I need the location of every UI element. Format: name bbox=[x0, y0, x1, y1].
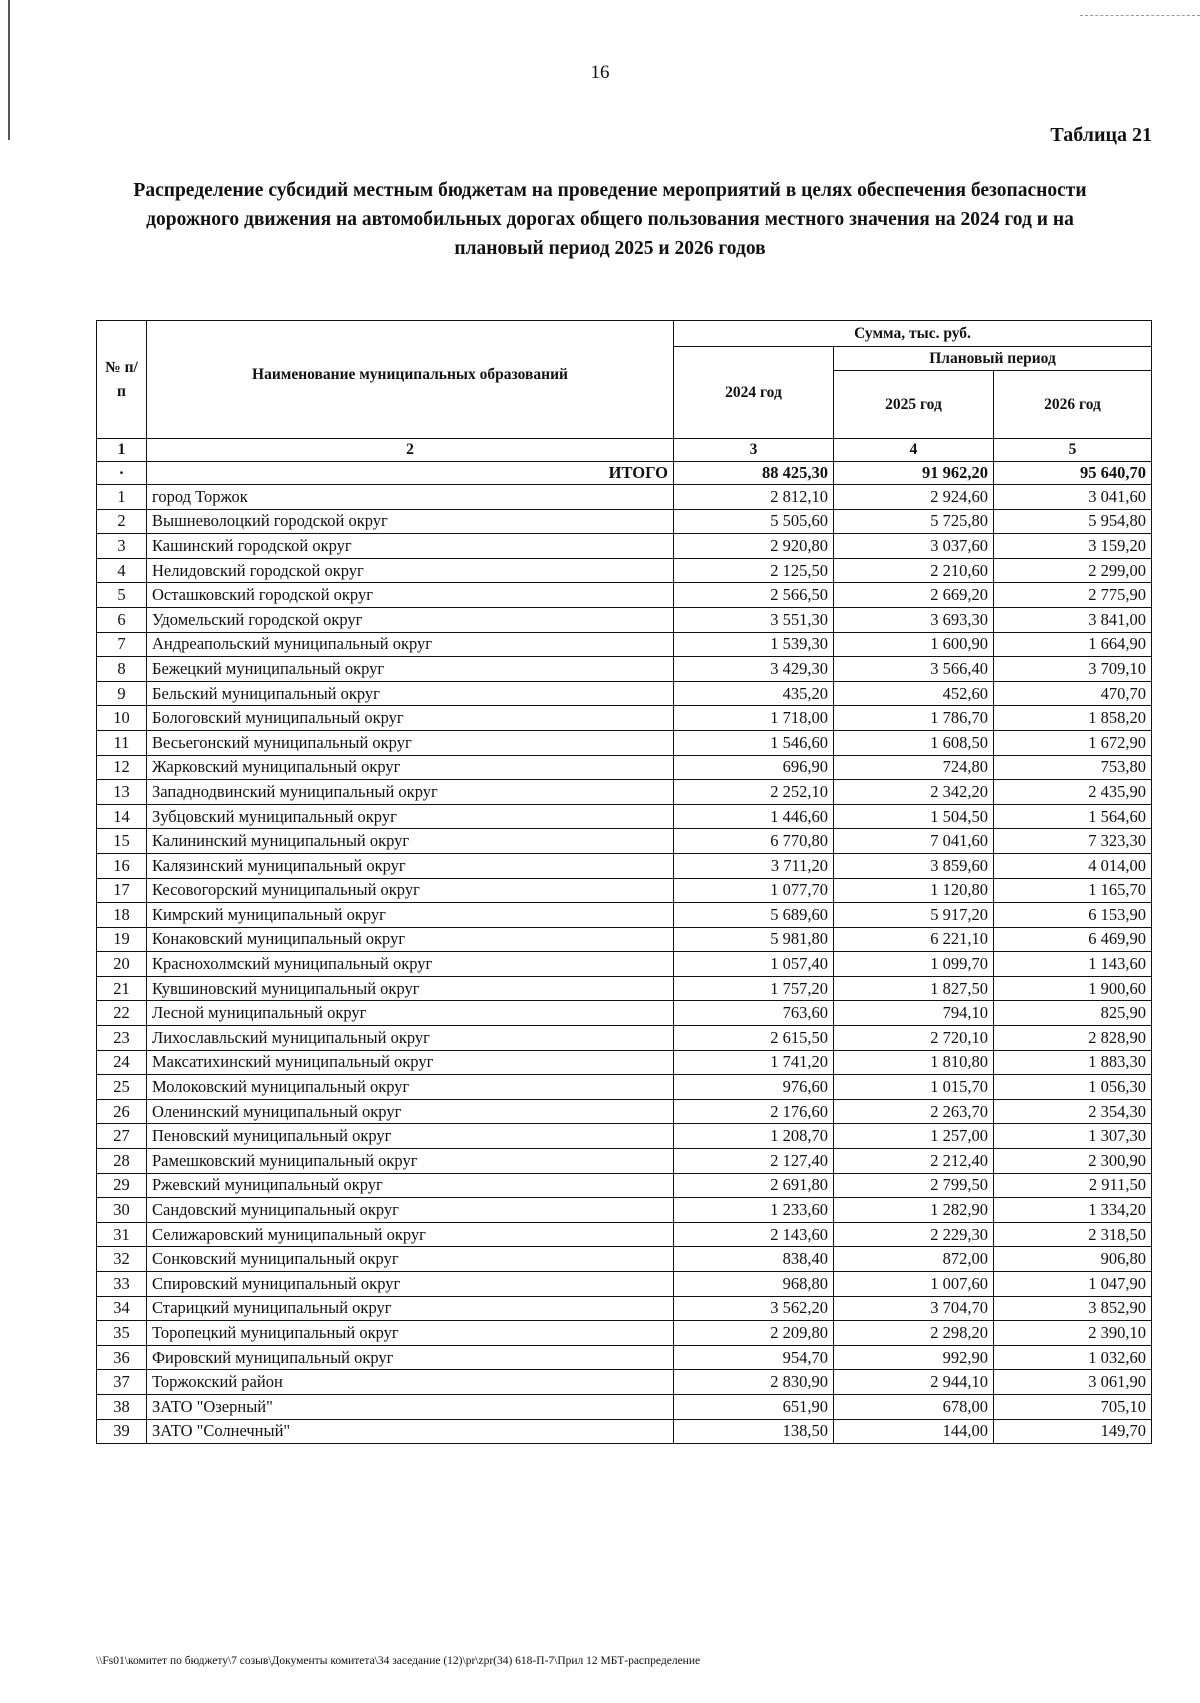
amount-2024: 2 615,50 bbox=[674, 1026, 834, 1051]
row-number: 21 bbox=[97, 976, 147, 1001]
municipality-name: Бельский муниципальный округ bbox=[147, 681, 674, 706]
municipality-name: Андреапольский муниципальный округ bbox=[147, 632, 674, 657]
amount-2025: 1 015,70 bbox=[834, 1075, 994, 1100]
scan-edge-dash bbox=[1080, 15, 1200, 16]
municipality-name: Осташковский городской округ bbox=[147, 583, 674, 608]
amount-2026: 3 159,20 bbox=[994, 534, 1152, 559]
municipality-name: Нелидовский городской округ bbox=[147, 558, 674, 583]
row-number: 23 bbox=[97, 1026, 147, 1051]
row-number: 17 bbox=[97, 878, 147, 903]
row-number: 25 bbox=[97, 1075, 147, 1100]
municipality-name: Кимрский муниципальный округ bbox=[147, 903, 674, 928]
row-number: 37 bbox=[97, 1370, 147, 1395]
amount-2025: 872,00 bbox=[834, 1247, 994, 1272]
table-row bbox=[97, 1370, 1152, 1395]
total-row bbox=[97, 462, 1152, 485]
row-number: 29 bbox=[97, 1173, 147, 1198]
amount-2024: 696,90 bbox=[674, 755, 834, 780]
row-number: 10 bbox=[97, 706, 147, 731]
row-number: 30 bbox=[97, 1198, 147, 1223]
amount-2025: 2 944,10 bbox=[834, 1370, 994, 1395]
municipality-name: Рамешковский муниципальный округ bbox=[147, 1149, 674, 1174]
footer-file-path: \\Fs01\комитет по бюджету\7 созыв\Документы комитета\34 заседание (12)\pr\zpr(34) 618-П-7\Прил 12 МБТ-распределение bbox=[96, 1655, 701, 1667]
header-year-2026: 2026 год bbox=[994, 371, 1152, 439]
column-index: 1 bbox=[97, 439, 147, 462]
amount-2025: 7 041,60 bbox=[834, 829, 994, 854]
amount-2024: 435,20 bbox=[674, 681, 834, 706]
amount-2024: 1 446,60 bbox=[674, 804, 834, 829]
header-number: № п/п bbox=[97, 321, 147, 439]
amount-2026: 2 911,50 bbox=[994, 1173, 1152, 1198]
amount-2025: 2 298,20 bbox=[834, 1321, 994, 1346]
amount-2025: 1 120,80 bbox=[834, 878, 994, 903]
amount-2024: 2 143,60 bbox=[674, 1222, 834, 1247]
table-row bbox=[97, 1345, 1152, 1370]
amount-2025: 1 608,50 bbox=[834, 730, 994, 755]
amount-2025: 992,90 bbox=[834, 1345, 994, 1370]
row-number: 28 bbox=[97, 1149, 147, 1174]
amount-2025: 3 693,30 bbox=[834, 607, 994, 632]
amount-2025: 5 917,20 bbox=[834, 903, 994, 928]
table-row bbox=[97, 1296, 1152, 1321]
amount-2026: 5 954,80 bbox=[994, 509, 1152, 534]
amount-2024: 2 252,10 bbox=[674, 780, 834, 805]
municipality-name: Вышневолоцкий городской округ bbox=[147, 509, 674, 534]
total-2024: 88 425,30 bbox=[674, 462, 834, 485]
amount-2024: 138,50 bbox=[674, 1419, 834, 1444]
amount-2026: 6 153,90 bbox=[994, 903, 1152, 928]
amount-2024: 3 711,20 bbox=[674, 853, 834, 878]
row-number: 38 bbox=[97, 1394, 147, 1419]
amount-2026: 2 300,90 bbox=[994, 1149, 1152, 1174]
amount-2025: 724,80 bbox=[834, 755, 994, 780]
municipality-name: Бологовский муниципальный округ bbox=[147, 706, 674, 731]
amount-2025: 678,00 bbox=[834, 1394, 994, 1419]
municipality-name: Старицкий муниципальный округ bbox=[147, 1296, 674, 1321]
amount-2024: 1 233,60 bbox=[674, 1198, 834, 1223]
amount-2024: 6 770,80 bbox=[674, 829, 834, 854]
row-number: 33 bbox=[97, 1272, 147, 1297]
municipality-name: Лесной муниципальный округ bbox=[147, 1001, 674, 1026]
table-row bbox=[97, 681, 1152, 706]
amount-2024: 1 077,70 bbox=[674, 878, 834, 903]
municipality-name: Кашинский городской округ bbox=[147, 534, 674, 559]
table-row bbox=[97, 853, 1152, 878]
municipality-name: Пеновский муниципальный округ bbox=[147, 1124, 674, 1149]
row-number: 26 bbox=[97, 1099, 147, 1124]
amount-2024: 2 920,80 bbox=[674, 534, 834, 559]
amount-2026: 2 318,50 bbox=[994, 1222, 1152, 1247]
amount-2025: 1 810,80 bbox=[834, 1050, 994, 1075]
table-row bbox=[97, 1272, 1152, 1297]
amount-2026: 1 564,60 bbox=[994, 804, 1152, 829]
amount-2025: 2 924,60 bbox=[834, 485, 994, 510]
amount-2026: 1 900,60 bbox=[994, 976, 1152, 1001]
row-number: 18 bbox=[97, 903, 147, 928]
municipality-name: Максатихинский муниципальный округ bbox=[147, 1050, 674, 1075]
table-row bbox=[97, 1099, 1152, 1124]
amount-2026: 1 334,20 bbox=[994, 1198, 1152, 1223]
amount-2025: 1 786,70 bbox=[834, 706, 994, 731]
amount-2026: 149,70 bbox=[994, 1419, 1152, 1444]
amount-2025: 3 704,70 bbox=[834, 1296, 994, 1321]
amount-2025: 2 669,20 bbox=[834, 583, 994, 608]
table-row bbox=[97, 607, 1152, 632]
row-number: 14 bbox=[97, 804, 147, 829]
table-row bbox=[97, 1394, 1152, 1419]
table-row bbox=[97, 632, 1152, 657]
amount-2025: 2 229,30 bbox=[834, 1222, 994, 1247]
row-number: 35 bbox=[97, 1321, 147, 1346]
amount-2025: 1 257,00 bbox=[834, 1124, 994, 1149]
amount-2024: 2 209,80 bbox=[674, 1321, 834, 1346]
amount-2026: 3 841,00 bbox=[994, 607, 1152, 632]
amount-2024: 2 125,50 bbox=[674, 558, 834, 583]
column-index-row bbox=[97, 439, 1152, 462]
table-row bbox=[97, 583, 1152, 608]
amount-2026: 1 047,90 bbox=[994, 1272, 1152, 1297]
amount-2026: 2 354,30 bbox=[994, 1099, 1152, 1124]
amount-2024: 3 429,30 bbox=[674, 657, 834, 682]
amount-2026: 2 299,00 bbox=[994, 558, 1152, 583]
amount-2025: 2 720,10 bbox=[834, 1026, 994, 1051]
header-year-2024: 2024 год bbox=[674, 347, 834, 439]
municipality-name: Селижаровский муниципальный округ bbox=[147, 1222, 674, 1247]
table-row bbox=[97, 976, 1152, 1001]
table-row bbox=[97, 927, 1152, 952]
amount-2024: 1 539,30 bbox=[674, 632, 834, 657]
municipality-name: Торопецкий муниципальный округ bbox=[147, 1321, 674, 1346]
amount-2025: 1 282,90 bbox=[834, 1198, 994, 1223]
municipality-name: ЗАТО "Солнечный" bbox=[147, 1419, 674, 1444]
amount-2026: 906,80 bbox=[994, 1247, 1152, 1272]
table-header bbox=[97, 321, 1152, 485]
table-label: Таблица 21 bbox=[1050, 124, 1152, 146]
amount-2024: 651,90 bbox=[674, 1394, 834, 1419]
amount-2025: 794,10 bbox=[834, 1001, 994, 1026]
municipality-name: Удомельский городской округ bbox=[147, 607, 674, 632]
amount-2026: 1 858,20 bbox=[994, 706, 1152, 731]
municipality-name: Спировский муниципальный округ bbox=[147, 1272, 674, 1297]
municipality-name: Молоковский муниципальный округ bbox=[147, 1075, 674, 1100]
municipality-name: Калининский муниципальный округ bbox=[147, 829, 674, 854]
municipality-name: Западнодвинский муниципальный округ bbox=[147, 780, 674, 805]
amount-2026: 3 852,90 bbox=[994, 1296, 1152, 1321]
column-index: 5 bbox=[994, 439, 1152, 462]
municipality-name: город Торжок bbox=[147, 485, 674, 510]
amount-2024: 838,40 bbox=[674, 1247, 834, 1272]
column-index: 4 bbox=[834, 439, 994, 462]
amount-2025: 3 566,40 bbox=[834, 657, 994, 682]
amount-2024: 5 505,60 bbox=[674, 509, 834, 534]
amount-2024: 2 566,50 bbox=[674, 583, 834, 608]
row-number: 19 bbox=[97, 927, 147, 952]
amount-2025: 452,60 bbox=[834, 681, 994, 706]
municipality-name: Фировский муниципальный округ bbox=[147, 1345, 674, 1370]
row-number: 20 bbox=[97, 952, 147, 977]
document-title: Распределение субсидий местным бюджетам на проведение мероприятий в целях обеспечения безопасности дорожного движения на автомобильных дорогах общего пользования местного значения на 2024 год и на плановый период 2025 и 2026 годов bbox=[133, 180, 1087, 259]
row-number: 4 bbox=[97, 558, 147, 583]
table-row bbox=[97, 1173, 1152, 1198]
row-number: 24 bbox=[97, 1050, 147, 1075]
total-number: · bbox=[97, 462, 147, 485]
amount-2025: 1 600,90 bbox=[834, 632, 994, 657]
row-number: 1 bbox=[97, 485, 147, 510]
row-number: 2 bbox=[97, 509, 147, 534]
header-year-2025: 2025 год bbox=[834, 371, 994, 439]
municipality-name: Кесовогорский муниципальный округ bbox=[147, 878, 674, 903]
table-row bbox=[97, 1321, 1152, 1346]
amount-2026: 1 883,30 bbox=[994, 1050, 1152, 1075]
table-row bbox=[97, 1247, 1152, 1272]
municipality-name: Торжокский район bbox=[147, 1370, 674, 1395]
municipality-name: Оленинский муниципальный округ bbox=[147, 1099, 674, 1124]
amount-2026: 3 061,90 bbox=[994, 1370, 1152, 1395]
row-number: 11 bbox=[97, 730, 147, 755]
total-label: ИТОГО bbox=[147, 462, 674, 485]
amount-2026: 1 664,90 bbox=[994, 632, 1152, 657]
amount-2024: 3 562,20 bbox=[674, 1296, 834, 1321]
row-number: 15 bbox=[97, 829, 147, 854]
amount-2024: 3 551,30 bbox=[674, 607, 834, 632]
municipality-name: Краснохолмский муниципальный округ bbox=[147, 952, 674, 977]
row-number: 13 bbox=[97, 780, 147, 805]
table-row bbox=[97, 1075, 1152, 1100]
municipality-name: Сонковский муниципальный округ bbox=[147, 1247, 674, 1272]
amount-2025: 1 099,70 bbox=[834, 952, 994, 977]
table-row bbox=[97, 780, 1152, 805]
amount-2025: 5 725,80 bbox=[834, 509, 994, 534]
amount-2026: 825,90 bbox=[994, 1001, 1152, 1026]
table-row bbox=[97, 1149, 1152, 1174]
header-municipality-name bbox=[147, 321, 674, 439]
amount-2025: 144,00 bbox=[834, 1419, 994, 1444]
row-number: 3 bbox=[97, 534, 147, 559]
amount-2026: 1 143,60 bbox=[994, 952, 1152, 977]
amount-2024: 2 176,60 bbox=[674, 1099, 834, 1124]
amount-2026: 7 323,30 bbox=[994, 829, 1152, 854]
table-row bbox=[97, 509, 1152, 534]
table-row bbox=[97, 1198, 1152, 1223]
header-planned-period: Плановый период bbox=[834, 347, 1152, 371]
municipality-name: Весьегонский муниципальный округ bbox=[147, 730, 674, 755]
amount-2024: 2 812,10 bbox=[674, 485, 834, 510]
amount-2025: 6 221,10 bbox=[834, 927, 994, 952]
amount-2026: 2 828,90 bbox=[994, 1026, 1152, 1051]
amount-2024: 2 691,80 bbox=[674, 1173, 834, 1198]
table-row bbox=[97, 878, 1152, 903]
amount-2024: 763,60 bbox=[674, 1001, 834, 1026]
table-row bbox=[97, 829, 1152, 854]
amount-2026: 1 307,30 bbox=[994, 1124, 1152, 1149]
header-municipality-name-text: Наименование муниципальных образований bbox=[252, 365, 568, 383]
table-row bbox=[97, 485, 1152, 510]
amount-2026: 705,10 bbox=[994, 1394, 1152, 1419]
amount-2024: 2 127,40 bbox=[674, 1149, 834, 1174]
amount-2024: 1 757,20 bbox=[674, 976, 834, 1001]
row-number: 39 bbox=[97, 1419, 147, 1444]
table-row bbox=[97, 1222, 1152, 1247]
row-number: 5 bbox=[97, 583, 147, 608]
table-row bbox=[97, 903, 1152, 928]
municipality-name: Конаковский муниципальный округ bbox=[147, 927, 674, 952]
amount-2026: 1 056,30 bbox=[994, 1075, 1152, 1100]
row-number: 36 bbox=[97, 1345, 147, 1370]
total-2025: 91 962,20 bbox=[834, 462, 994, 485]
amount-2025: 2 342,20 bbox=[834, 780, 994, 805]
amount-2026: 753,80 bbox=[994, 755, 1152, 780]
amount-2026: 6 469,90 bbox=[994, 927, 1152, 952]
table-row bbox=[97, 1001, 1152, 1026]
amount-2026: 1 032,60 bbox=[994, 1345, 1152, 1370]
column-index: 2 bbox=[147, 439, 674, 462]
amount-2024: 1 546,60 bbox=[674, 730, 834, 755]
row-number: 27 bbox=[97, 1124, 147, 1149]
table-row bbox=[97, 1026, 1152, 1051]
amount-2024: 2 830,90 bbox=[674, 1370, 834, 1395]
amount-2025: 1 007,60 bbox=[834, 1272, 994, 1297]
municipality-name: Калязинский муниципальный округ bbox=[147, 853, 674, 878]
amount-2024: 1 057,40 bbox=[674, 952, 834, 977]
amount-2026: 1 165,70 bbox=[994, 878, 1152, 903]
table-row bbox=[97, 657, 1152, 682]
table-row bbox=[97, 1419, 1152, 1444]
amount-2025: 2 210,60 bbox=[834, 558, 994, 583]
municipality-name: Бежецкий муниципальный округ bbox=[147, 657, 674, 682]
row-number: 32 bbox=[97, 1247, 147, 1272]
amount-2024: 968,80 bbox=[674, 1272, 834, 1297]
table-row bbox=[97, 706, 1152, 731]
amount-2025: 3 037,60 bbox=[834, 534, 994, 559]
table-row bbox=[97, 804, 1152, 829]
table-row bbox=[97, 730, 1152, 755]
header-sum: Сумма, тыс. руб. bbox=[674, 321, 1152, 347]
municipality-name: ЗАТО "Озерный" bbox=[147, 1394, 674, 1419]
page-number: 16 bbox=[590, 62, 610, 83]
amount-2024: 5 689,60 bbox=[674, 903, 834, 928]
table-row bbox=[97, 755, 1152, 780]
row-number: 16 bbox=[97, 853, 147, 878]
municipality-name: Кувшиновский муниципальный округ bbox=[147, 976, 674, 1001]
municipality-name: Лихославльский муниципальный округ bbox=[147, 1026, 674, 1051]
row-number: 7 bbox=[97, 632, 147, 657]
row-number: 9 bbox=[97, 681, 147, 706]
row-number: 12 bbox=[97, 755, 147, 780]
amount-2026: 3 041,60 bbox=[994, 485, 1152, 510]
amount-2026: 2 390,10 bbox=[994, 1321, 1152, 1346]
total-2026: 95 640,70 bbox=[994, 462, 1152, 485]
row-number: 31 bbox=[97, 1222, 147, 1247]
amount-2024: 1 741,20 bbox=[674, 1050, 834, 1075]
amount-2025: 1 504,50 bbox=[834, 804, 994, 829]
amount-2026: 4 014,00 bbox=[994, 853, 1152, 878]
table-row bbox=[97, 952, 1152, 977]
amount-2025: 2 799,50 bbox=[834, 1173, 994, 1198]
municipality-name: Ржевский муниципальный округ bbox=[147, 1173, 674, 1198]
municipality-name: Зубцовский муниципальный округ bbox=[147, 804, 674, 829]
municipality-name: Сандовский муниципальный округ bbox=[147, 1198, 674, 1223]
amount-2026: 470,70 bbox=[994, 681, 1152, 706]
amount-2024: 1 208,70 bbox=[674, 1124, 834, 1149]
table-row bbox=[97, 558, 1152, 583]
amount-2024: 976,60 bbox=[674, 1075, 834, 1100]
amount-2024: 5 981,80 bbox=[674, 927, 834, 952]
amount-2024: 954,70 bbox=[674, 1345, 834, 1370]
row-number: 6 bbox=[97, 607, 147, 632]
table-body bbox=[97, 485, 1152, 1444]
row-number: 22 bbox=[97, 1001, 147, 1026]
amount-2025: 2 263,70 bbox=[834, 1099, 994, 1124]
amount-2026: 1 672,90 bbox=[994, 730, 1152, 755]
table-row bbox=[97, 534, 1152, 559]
amount-2024: 1 718,00 bbox=[674, 706, 834, 731]
table-row bbox=[97, 1124, 1152, 1149]
subsidy-distribution-table bbox=[96, 320, 1152, 1444]
amount-2026: 3 709,10 bbox=[994, 657, 1152, 682]
amount-2025: 1 827,50 bbox=[834, 976, 994, 1001]
table-row bbox=[97, 1050, 1152, 1075]
municipality-name: Жарковский муниципальный округ bbox=[147, 755, 674, 780]
column-index: 3 bbox=[674, 439, 834, 462]
amount-2025: 3 859,60 bbox=[834, 853, 994, 878]
row-number: 8 bbox=[97, 657, 147, 682]
row-number: 34 bbox=[97, 1296, 147, 1321]
amount-2026: 2 775,90 bbox=[994, 583, 1152, 608]
amount-2025: 2 212,40 bbox=[834, 1149, 994, 1174]
amount-2026: 2 435,90 bbox=[994, 780, 1152, 805]
